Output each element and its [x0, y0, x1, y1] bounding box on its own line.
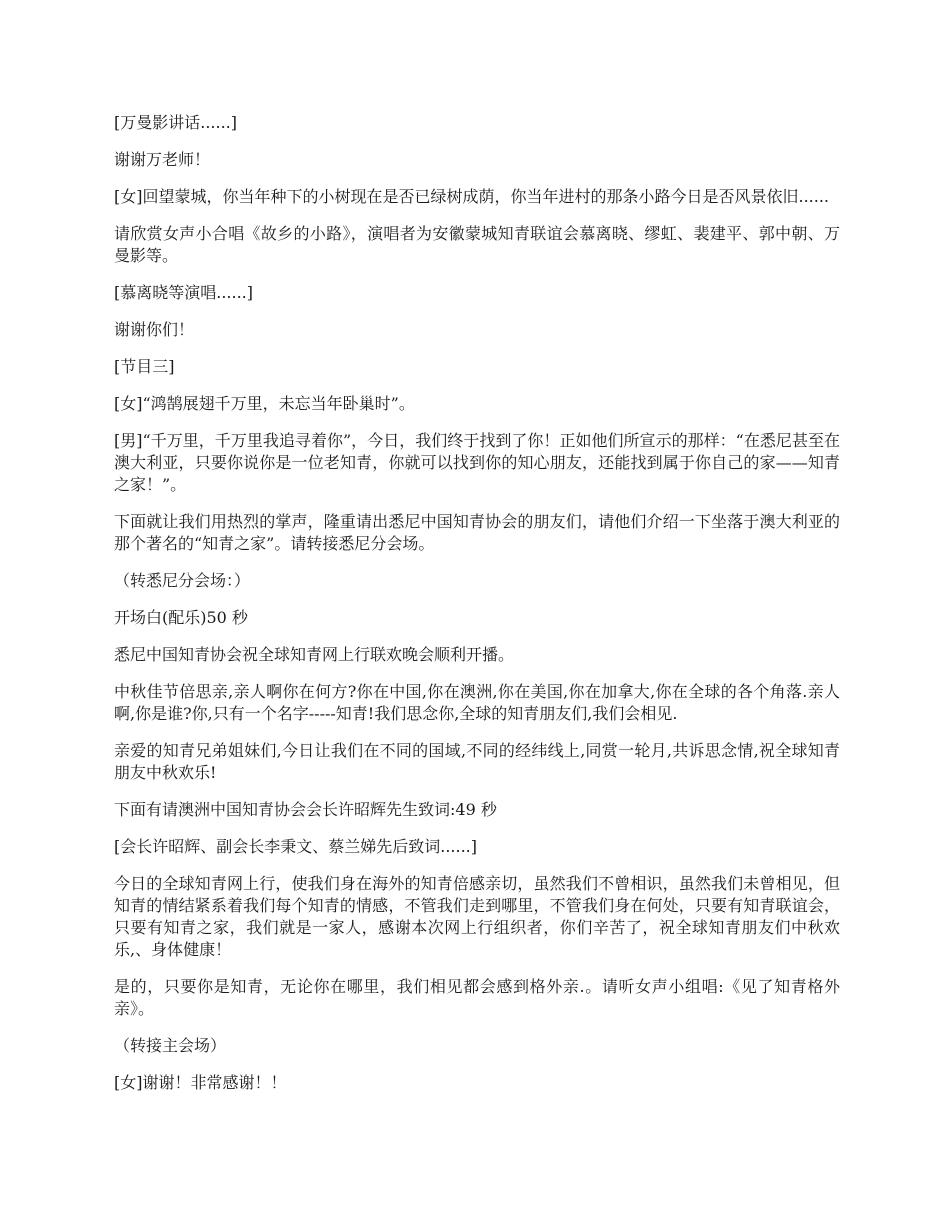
paragraph-speeches: [会长许昭辉、副会长李秉文、蔡兰娣先后致词......] [114, 837, 478, 856]
paragraph-president-speech: 下面有请澳洲中国知青协会会长许昭辉先生致词:49 秒 [114, 800, 497, 819]
paragraph-female-thanks: [女]谢谢！非常感谢！！ [114, 1073, 287, 1092]
paragraph-online-event: 今日的全球知青网上行，使我们身在海外的知青倍感亲切，虽然我们不曾相识，虽然我们未曾相见，但知青的情结紧系着我们每个知青的情感，不管我们走到哪里，不管我们身在何处，只要有知青联谊会，只要有知青之家，我们就是一家人，感谢本次网上行组织者，你们辛苦了，祝全球知青朋友们中秋欢乐,、身体健康！ [114, 874, 840, 959]
paragraph-mid-autumn: 中秋佳节倍思亲,亲人啊你在何方?你在中国,你在澳洲,你在美国,你在加拿大,你在全球的各个角落.亲人啊,你是谁?你,只有一个名字-----知青!我们思念你,全球的知青朋友们,我们会相见. [114, 682, 840, 723]
paragraph-song-intro: 请欣赏女声小合唱《故乡的小路》，演唱者为安徽蒙城知青联谊会慕离晓、缪虹、裴建平、郭中朝、万曼影等。 [114, 224, 840, 265]
paragraph-wan-speech: [万曼影讲话......] [114, 113, 238, 132]
paragraph-switch-main: （转接主会场） [114, 1036, 227, 1055]
paragraph-program-three: [节目三] [114, 357, 175, 376]
paragraph-thanks-teacher: 谢谢万老师！ [114, 150, 211, 169]
paragraph-dear-friends: 亲爱的知青兄弟姐妹们,今日让我们在不同的国域,不同的经纬线上,同赏一轮月,共诉思念情,祝全球知青朋友中秋欢乐! [114, 741, 840, 782]
paragraph-female-quote: [女]“鸿鹄展翅千万里，未忘当年卧巢时”。 [114, 394, 415, 413]
paragraph-song-jian-le: 是的，只要你是知青，无论你在哪里，我们相见都会感到格外亲.。请听女声小组唱:《见了知青格外亲》。 [114, 977, 840, 1018]
paragraph-singing: [慕离晓等演唱......] [114, 283, 254, 302]
paragraph-female-look-back: [女]回望蒙城，你当年种下的小树现在是否已绿树成荫，你当年进村的那条小路今日是否风景依旧...... [114, 187, 830, 206]
paragraph-sydney-greeting: 悉尼中国知青协会祝全球知青网上行联欢晚会顺利开播。 [114, 645, 515, 664]
paragraph-switch-sydney: （转悉尼分会场：） [114, 571, 251, 590]
paragraph-thanks-you: 谢谢你们！ [114, 320, 195, 339]
paragraph-male-quote: [男]“千万里，千万里我追寻着你”，今日，我们终于找到了你！正如他们所宣示的那样：“在悉尼甚至在澳大利亚，只要你说你是一位老知青，你就可以找到你的知心朋友，还能找到属于你自己的家——知青之家！”。 [114, 431, 840, 494]
paragraph-opening-music: 开场白(配乐)50 秒 [114, 608, 248, 627]
document-page [114, 112, 840, 1109]
paragraph-sydney-intro: 下面就让我们用热烈的掌声，隆重请出悉尼中国知青协会的朋友们，请他们介绍一下坐落于澳大利亚的那个著名的“知青之家”。请转接悉尼分会场。 [114, 512, 840, 553]
